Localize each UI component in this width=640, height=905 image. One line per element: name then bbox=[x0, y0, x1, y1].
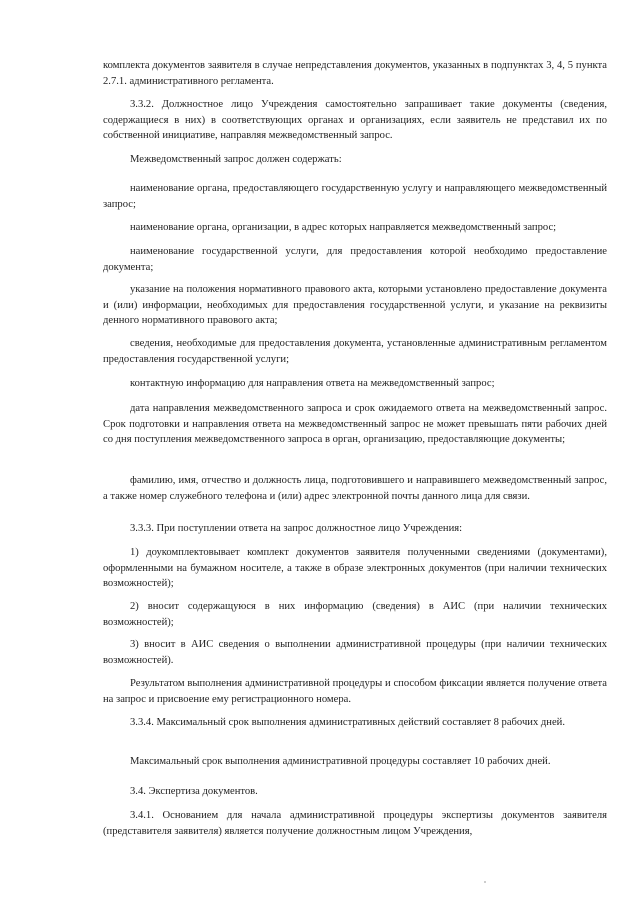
paragraph-procedure-result: Результатом выполнения административной процедуры и способом фиксации является получение ответа на запрос и присвоение ему регистрационного номера. bbox=[103, 678, 607, 705]
paragraph-required-information: сведения, необходимые для предоставления документа, установленные административным регламентом предоставления государственной услуги; bbox=[103, 338, 607, 365]
paragraph-responsible-person: фамилию, имя, отчество и должность лица, подготовившего и направившего межведомственный запрос, а также номер служебного телефона и (или) адрес электронной почты данного лица для связи. bbox=[103, 475, 607, 502]
paragraph-3-4-heading: 3.4. Экспертиза документов. bbox=[130, 786, 258, 797]
paragraph-3-4-1: 3.4.1. Основанием для начала административной процедуры экспертизы документов заявителя (представителя заявителя) является получение должностным лицом Учреждения, bbox=[103, 810, 607, 837]
paragraph-service-name: наименование государственной услуги, для предоставления которой необходимо предоставление документа; bbox=[103, 246, 607, 273]
scan-speck bbox=[484, 881, 486, 883]
paragraph-item-1: 1) доукомплектовывает комплект документов заявителя полученными сведениями (документами), оформленными на бумажном носителе, а также в образе электронных документов (при наличии технических возможностей); bbox=[103, 547, 607, 589]
paragraph-3-3-2: 3.3.2. Должностное лицо Учреждения самостоятельно запрашивает такие документы (сведения, содержащиеся в них) в соответствующих органах и организациях, если заявитель не представил их по собственной инициативе, направляя межведомственный запрос. bbox=[103, 99, 607, 141]
paragraph-continuation: комплекта документов заявителя в случае непредставления документов, указанных в подпунктах 3, 4, 5 пункта 2.7.1. административного регламента. bbox=[103, 60, 607, 87]
paragraph-legal-act-reference: указание на положения нормативного правового акта, которыми установлено предоставление документа и (или) информации, необходимых для предоставления государственной услуги, и указание на реквизиты денного нормативного правового акта; bbox=[103, 284, 607, 326]
paragraph-request-date-and-term: дата направления межведомственного запроса и срок ожидаемого ответа на межведомственный запрос. Срок подготовки и направления ответа на межведомственный запрос не может превышать пяти рабочих дней со дня поступления межведомственного запроса в орган, организацию, предоставляющие документы; bbox=[103, 403, 607, 445]
paragraph-contact-information: контактную информацию для направления ответа на межведомственный запрос; bbox=[130, 378, 495, 389]
paragraph-authority-name: наименование органа, предоставляющего государственную услугу и направляющего межведомственный запрос; bbox=[103, 183, 607, 210]
paragraph-3-3-4: 3.3.4. Максимальный срок выполнения административных действий составляет 8 рабочих дней. bbox=[130, 717, 565, 728]
paragraph-max-term: Максимальный срок выполнения административной процедуры составляет 10 рабочих дней. bbox=[130, 756, 551, 767]
paragraph-item-3: 3) вносит в АИС сведения о выполнении административной процедуры (при наличии технических возможностей). bbox=[103, 639, 607, 666]
paragraph-request-contents-intro: Межведомственный запрос должен содержать: bbox=[130, 154, 342, 165]
paragraph-item-2: 2) вносит содержащуюся в них информацию (сведения) в АИС (при наличии технических возможностей); bbox=[103, 601, 607, 628]
paragraph-3-3-3: 3.3.3. При поступлении ответа на запрос должностное лицо Учреждения: bbox=[130, 523, 463, 534]
paragraph-organization-name: наименование органа, организации, в адрес которых направляется межведомственный запрос; bbox=[130, 222, 557, 233]
